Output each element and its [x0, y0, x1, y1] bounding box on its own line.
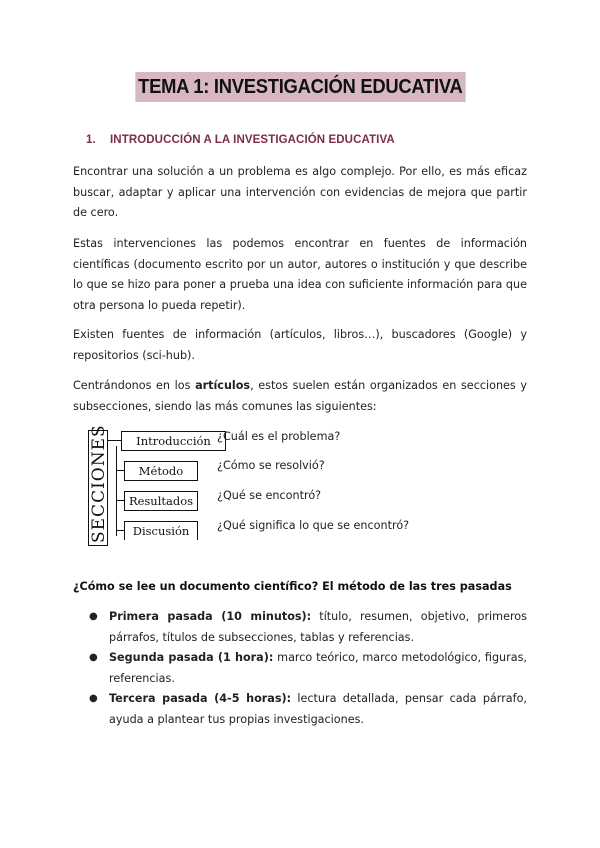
diagram-line	[116, 500, 124, 501]
list-item	[73, 689, 527, 730]
bullet-dot-icon: ●	[89, 652, 98, 663]
paragraph-4-bold: artículos	[195, 379, 251, 392]
list-item	[73, 607, 527, 648]
question-3: ¿Qué se encontró?	[217, 489, 322, 502]
bullet-text: título, resumen, objetivo, primeros párrafos, títulos de subsecciones, tablas y referencias.	[109, 610, 527, 644]
paragraph-3: Existen fuentes de información (artículos, libros…), buscadores (Google) y repositorios (sci-hub).	[73, 328, 527, 362]
bullet-dot-icon: ●	[89, 611, 98, 622]
sections-diagram	[88, 424, 228, 548]
bullet-bold: Tercera pasada (4-5 horas):	[109, 692, 292, 705]
subheading-three-passes: ¿Cómo se lee un documento científico? El método de las tres pasadas	[73, 580, 512, 593]
section-number: 1.	[86, 134, 96, 146]
question-1: ¿Cuál es el problema?	[217, 430, 341, 443]
bullet-bold: Segunda pasada (1 hora):	[109, 651, 274, 664]
paragraph-4	[73, 376, 527, 417]
bullet-bold: Primera pasada (10 minutos):	[109, 610, 312, 623]
paragraph-4-before: Centrándonos en los	[73, 379, 196, 392]
bullet-text: marco teórico, marco metodológico, figuras, referencias.	[109, 651, 527, 685]
diagram-line	[116, 530, 124, 531]
question-2: ¿Cómo se resolvió?	[217, 459, 325, 472]
section-box-metodo: Método	[124, 461, 198, 481]
bullet-list	[73, 607, 527, 730]
section-heading	[86, 134, 395, 146]
paragraph-4-after: , estos suelen están organizados en secciones y subsecciones, siendo las más comunes las siguientes:	[73, 379, 527, 413]
paragraph-2: Estas intervenciones las podemos encontrar en fuentes de información científicas (documento escrito por un autor, autores o institución y que describe lo que se hizo para poner a prueba una idea con suficiente información para que otra persona lo pueda repetir).	[73, 237, 527, 312]
section-box-introduccion: Introducción	[121, 431, 226, 451]
section-box-resultados: Resultados	[124, 491, 198, 511]
section-heading-text: INTRODUCCIÓN A LA INVESTIGACIÓN EDUCATIVA	[110, 134, 395, 146]
title-wrap	[0, 72, 600, 102]
bullet-dot-icon: ●	[89, 693, 98, 704]
page-title: TEMA 1: INVESTIGACIÓN EDUCATIVA	[135, 72, 465, 102]
question-4: ¿Qué significa lo que se encontró?	[217, 519, 410, 532]
diagram-connector	[116, 446, 117, 536]
bullet-text: lectura detallada, pensar cada párrafo, ayuda a plantear tus propias investigaciones.	[109, 692, 527, 726]
section-box-discusion: Discusión	[124, 521, 198, 540]
paragraph-1: Encontrar una solución a un problema es algo complejo. Por ello, es más eficaz buscar, adaptar y aplicar una intervención con evidencias de mejora que partir de cero.	[73, 165, 527, 219]
diagram-line	[107, 440, 121, 441]
diagram-label: SECCIONES	[89, 424, 109, 543]
list-item	[73, 648, 527, 689]
diagram-line	[116, 470, 124, 471]
